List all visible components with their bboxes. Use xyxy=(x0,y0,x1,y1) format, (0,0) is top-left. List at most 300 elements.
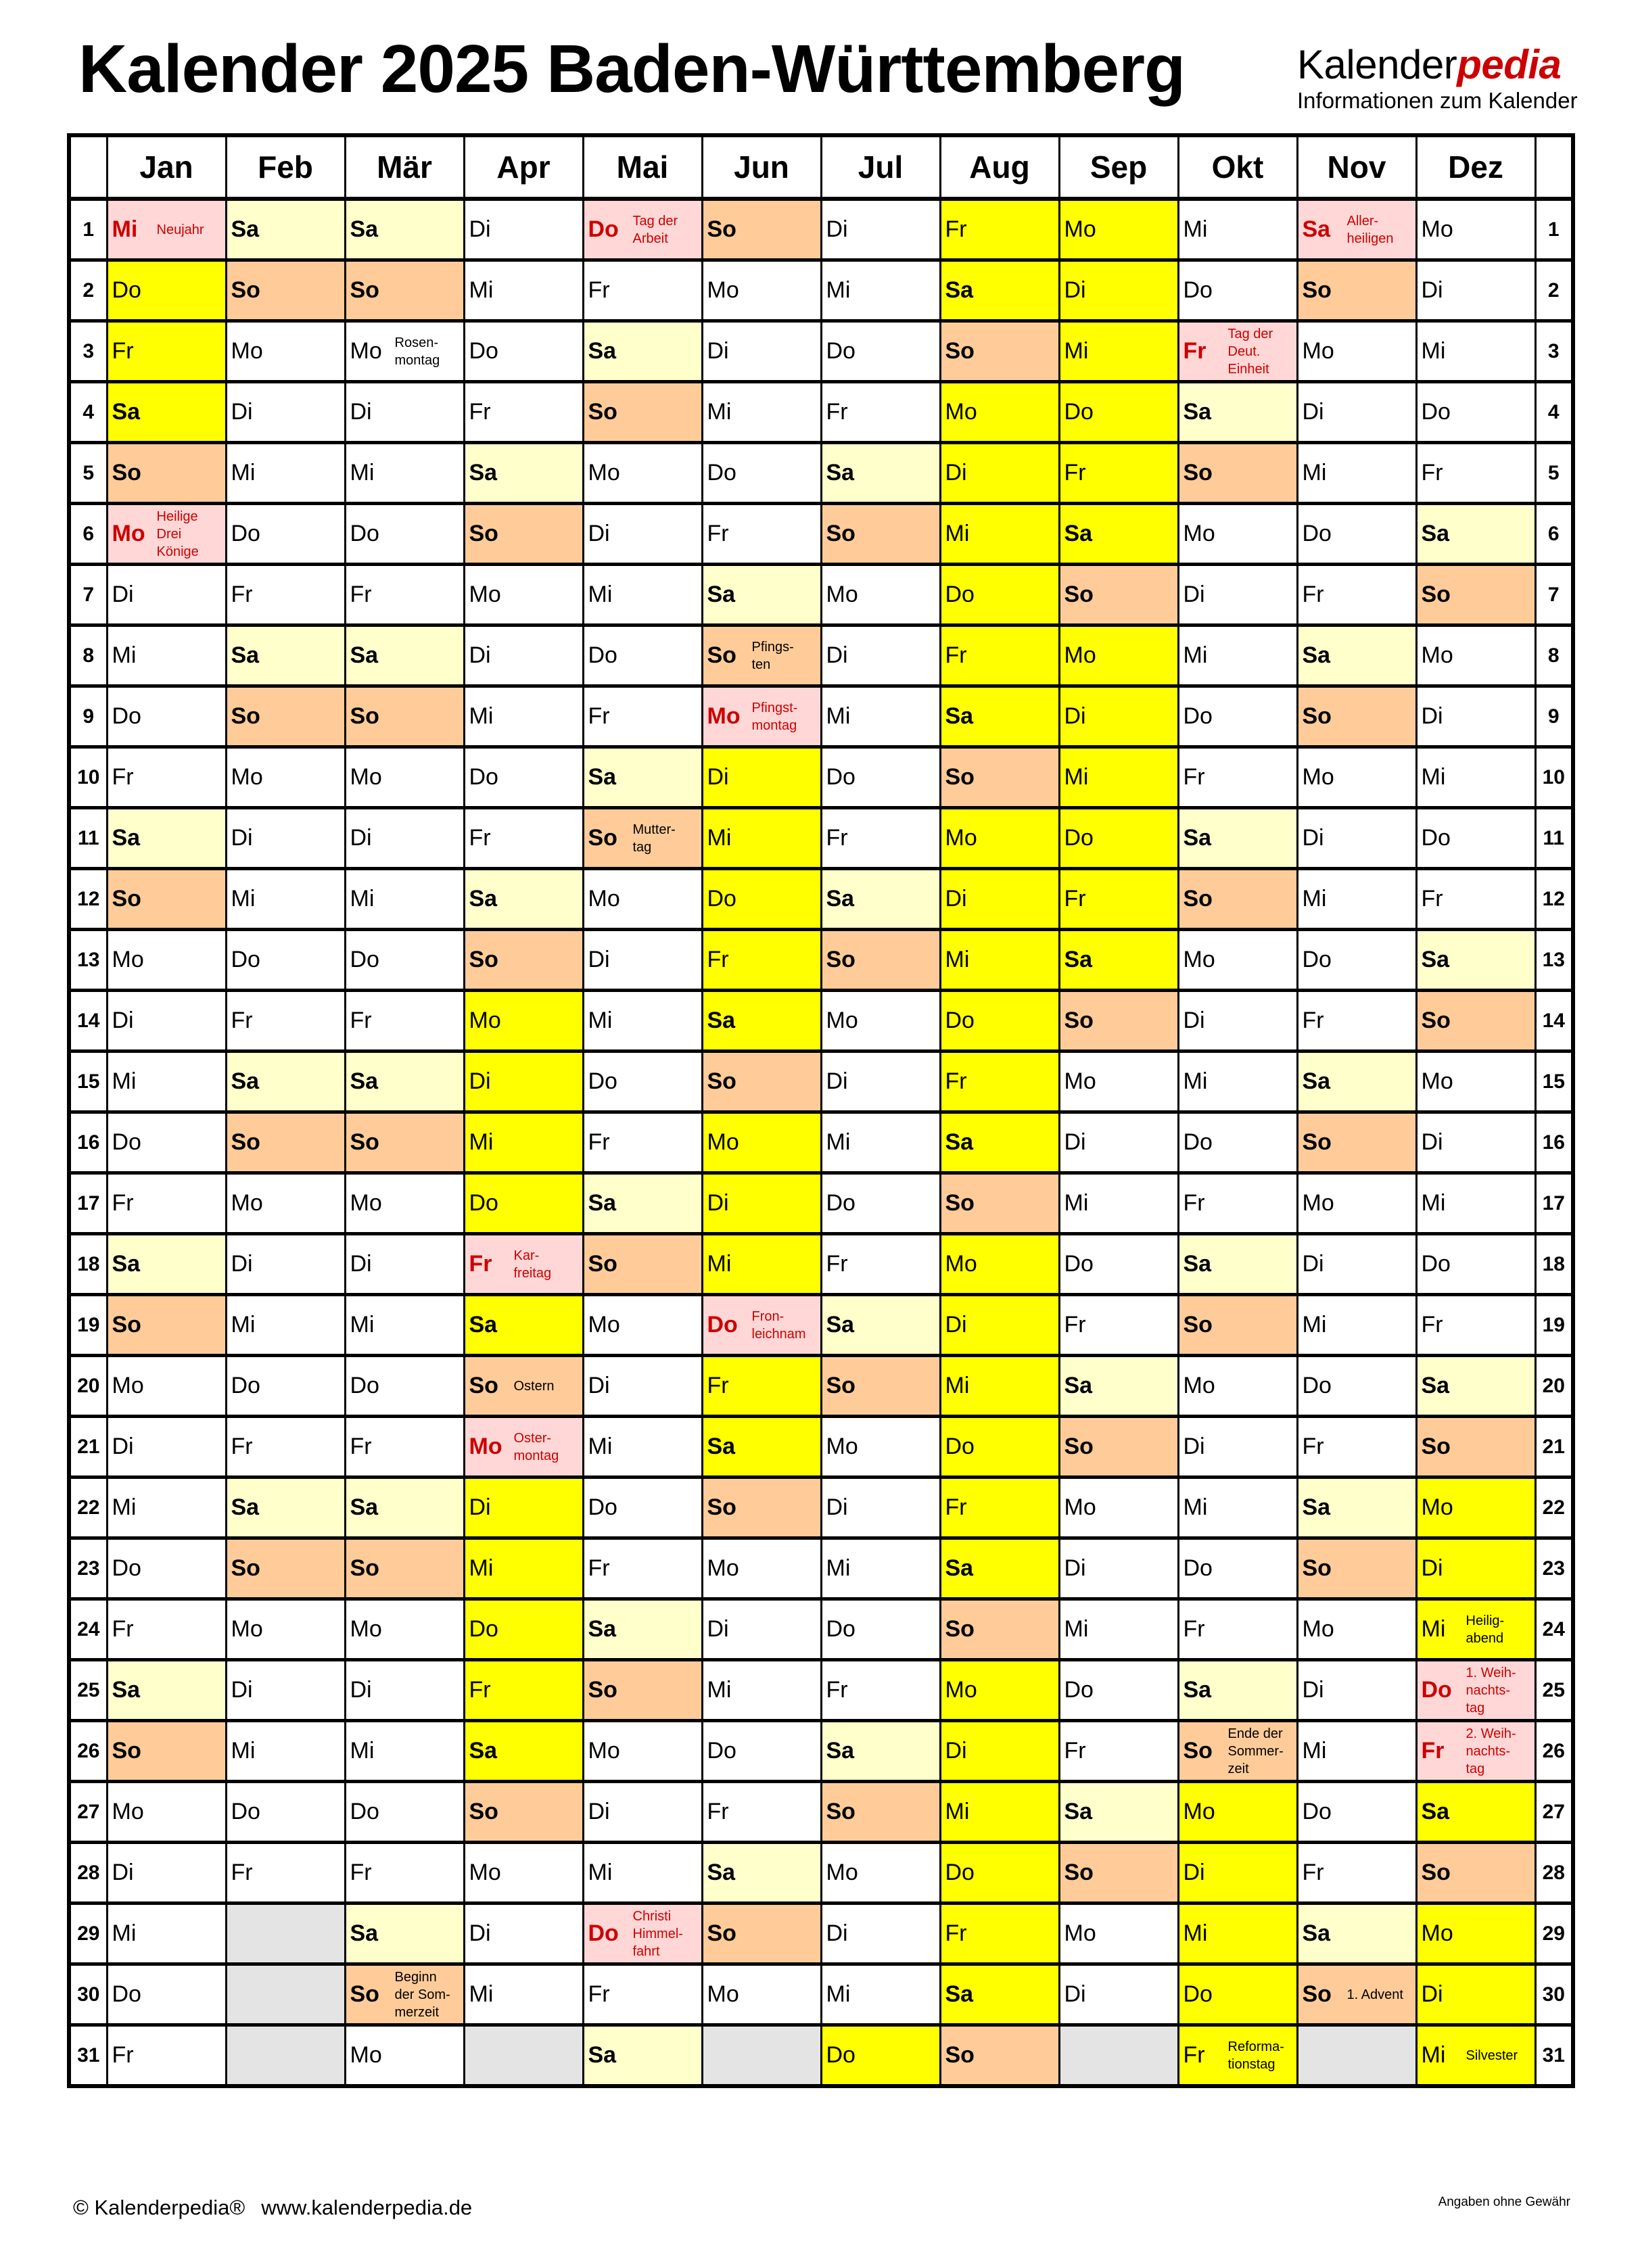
weekday-label: Fr xyxy=(826,1251,848,1277)
date-cell xyxy=(940,1478,1059,1538)
weekday-label: Di xyxy=(469,1920,491,1946)
weekday-label: Do xyxy=(1183,703,1213,729)
date-cell xyxy=(464,869,583,930)
weekday-label: Mo xyxy=(112,521,145,546)
weekday-label: Di xyxy=(1183,1860,1205,1885)
date-cell xyxy=(702,1478,821,1538)
weekday-label: Di xyxy=(1064,1981,1086,2007)
weekday-label: Mo xyxy=(231,764,263,790)
date-cell xyxy=(1416,1234,1535,1295)
day-number-right: 11 xyxy=(1535,808,1573,869)
day-number-left: 23 xyxy=(69,1538,107,1599)
date-cell xyxy=(583,382,702,443)
weekday-label: Mi xyxy=(350,1312,375,1338)
date-cell xyxy=(583,1782,702,1843)
weekday-label: Mo xyxy=(350,1190,382,1216)
weekday-label: Mi xyxy=(1064,1616,1089,1642)
day-row xyxy=(69,1052,1573,1112)
date-cell xyxy=(345,747,464,808)
weekday-label: Fr xyxy=(1302,1860,1324,1885)
date-cell xyxy=(940,443,1059,504)
weekday-label: Mo xyxy=(945,1677,977,1703)
weekday-label: Do xyxy=(1183,1981,1213,2007)
weekday-label: Di xyxy=(1183,1008,1205,1033)
date-cell xyxy=(1416,991,1535,1052)
weekday-label: Di xyxy=(826,1494,848,1520)
date-cell xyxy=(583,1538,702,1599)
date-cell xyxy=(940,504,1059,565)
weekday-label: Do xyxy=(231,1799,260,1824)
date-cell xyxy=(821,504,940,565)
date-cell xyxy=(1178,260,1297,321)
weekday-label: Mi xyxy=(945,1373,970,1398)
weekday-label: Do xyxy=(112,703,141,729)
date-cell xyxy=(1416,1538,1535,1599)
weekday-label: Mi xyxy=(1421,2042,1446,2068)
weekday-label: Mi xyxy=(1302,886,1327,912)
weekday-label: Mo xyxy=(588,886,620,912)
weekday-label: Sa xyxy=(588,2042,617,2068)
weekday-label: Mo xyxy=(469,582,501,607)
date-cell xyxy=(226,1112,345,1173)
date-cell xyxy=(226,991,345,1052)
day-number-right: 3 xyxy=(1535,321,1573,382)
date-cell xyxy=(1297,565,1416,625)
date-cell xyxy=(345,1052,464,1112)
date-cell xyxy=(583,1356,702,1417)
weekday-label: Mo xyxy=(1421,1920,1453,1946)
weekday-label: Mo xyxy=(826,1860,858,1885)
date-cell xyxy=(1059,1843,1178,1904)
weekday-label: Mo xyxy=(231,1616,263,1642)
weekday-label: Sa xyxy=(826,1312,855,1338)
date-cell xyxy=(1059,565,1178,625)
weekday-label: Do xyxy=(945,1860,975,1885)
corner-cell-right xyxy=(1535,135,1573,199)
date-cell xyxy=(940,321,1059,382)
weekday-label: So xyxy=(1421,1434,1451,1459)
weekday-label: So xyxy=(707,1494,736,1520)
weekday-label: Do xyxy=(231,521,260,546)
date-cell xyxy=(1297,443,1416,504)
weekday-label: So xyxy=(1183,886,1213,912)
weekday-label: Mo xyxy=(707,703,741,729)
date-cell xyxy=(345,382,464,443)
weekday-label: Do xyxy=(945,1434,975,1459)
date-cell xyxy=(1178,1417,1297,1478)
date-cell xyxy=(1178,443,1297,504)
day-number-right: 18 xyxy=(1535,1234,1573,1295)
weekday-label: So xyxy=(469,1373,498,1398)
date-cell xyxy=(1059,869,1178,930)
date-cell xyxy=(702,443,821,504)
date-cell xyxy=(1297,1234,1416,1295)
day-row xyxy=(69,443,1573,504)
date-cell xyxy=(345,1356,464,1417)
weekday-label: Mi xyxy=(469,1981,494,2007)
weekday-label: Mi xyxy=(588,1434,613,1459)
weekday-label: Sa xyxy=(1302,216,1331,242)
weekday-label: Di xyxy=(1302,1251,1324,1277)
date-cell xyxy=(940,625,1059,686)
date-cell xyxy=(226,504,345,565)
date-cell xyxy=(821,321,940,382)
weekday-label: Do xyxy=(588,216,619,242)
holiday-name: Aller- heiligen xyxy=(1346,213,1394,246)
date-cell xyxy=(345,991,464,1052)
day-row xyxy=(69,625,1573,686)
date-cell xyxy=(821,382,940,443)
weekday-label: Mo xyxy=(707,1555,739,1581)
weekday-label: Di xyxy=(707,338,729,364)
date-cell xyxy=(1416,869,1535,930)
date-cell xyxy=(1178,1356,1297,1417)
weekday-label: Di xyxy=(350,1251,372,1277)
weekday-label: Mi xyxy=(707,825,732,851)
weekday-label: Do xyxy=(112,277,141,303)
date-cell xyxy=(940,1599,1059,1660)
weekday-label: Do xyxy=(469,1616,498,1642)
weekday-label: Mi xyxy=(1421,764,1446,790)
day-row xyxy=(69,382,1573,443)
date-cell xyxy=(821,1052,940,1112)
date-cell xyxy=(226,1478,345,1538)
day-number-left: 19 xyxy=(69,1295,107,1356)
weekday-label: Do xyxy=(469,338,498,364)
weekday-label: Sa xyxy=(945,1555,974,1581)
weekday-label: Fr xyxy=(350,582,372,607)
weekday-label: Di xyxy=(1183,1434,1205,1459)
date-cell xyxy=(702,1112,821,1173)
day-row xyxy=(69,1660,1573,1721)
date-cell xyxy=(464,625,583,686)
weekday-label: Do xyxy=(945,1008,975,1033)
weekday-label: Sa xyxy=(707,1434,736,1459)
weekday-label: Sa xyxy=(826,886,855,912)
weekday-label: Do xyxy=(1421,825,1451,851)
date-cell xyxy=(1297,1052,1416,1112)
date-cell xyxy=(1178,199,1297,260)
date-cell xyxy=(583,1843,702,1904)
date-cell xyxy=(702,991,821,1052)
date-cell xyxy=(583,1417,702,1478)
day-number-left: 18 xyxy=(69,1234,107,1295)
date-cell xyxy=(107,1173,226,1234)
day-number-left: 25 xyxy=(69,1660,107,1721)
day-number-left: 5 xyxy=(69,443,107,504)
weekday-label: So xyxy=(1302,703,1332,729)
date-cell xyxy=(940,382,1059,443)
weekday-label: Mo xyxy=(469,1434,502,1459)
date-cell xyxy=(1059,1173,1178,1234)
month-header-sep: Sep xyxy=(1059,135,1178,199)
date-cell xyxy=(464,1660,583,1721)
month-header-jan: Jan xyxy=(107,135,226,199)
weekday-label: Di xyxy=(826,1068,848,1094)
day-number-right: 8 xyxy=(1535,625,1573,686)
day-number-right: 28 xyxy=(1535,1843,1573,1904)
weekday-label: Mo xyxy=(1421,642,1453,668)
date-cell xyxy=(583,1964,702,2025)
day-number-right: 7 xyxy=(1535,565,1573,625)
date-cell xyxy=(1297,625,1416,686)
date-cell xyxy=(345,260,464,321)
weekday-label: Sa xyxy=(826,460,855,486)
date-cell xyxy=(107,1417,226,1478)
weekday-label: Di xyxy=(112,1860,134,1885)
holiday-name: Kar- freitag xyxy=(513,1248,552,1281)
weekday-label: Mo xyxy=(350,2042,382,2068)
weekday-label: Mo xyxy=(1064,642,1096,668)
day-row xyxy=(69,1234,1573,1295)
logo-wordmark-plain: Kalender xyxy=(1297,42,1457,87)
weekday-label: Fr xyxy=(1302,582,1324,607)
date-cell xyxy=(1059,686,1178,747)
weekday-label: Do xyxy=(1064,825,1094,851)
date-cell xyxy=(464,1356,583,1417)
weekday-label: Do xyxy=(469,1190,498,1216)
date-cell xyxy=(1416,1904,1535,1964)
month-header-aug: Aug xyxy=(940,135,1059,199)
calendar-table xyxy=(67,133,1575,2088)
date-cell xyxy=(345,199,464,260)
weekday-label: Mo xyxy=(1302,1616,1334,1642)
logo-subtitle: Informationen zum Kalender xyxy=(1297,88,1578,113)
weekday-label: Fr xyxy=(1064,886,1086,912)
day-number-right: 31 xyxy=(1535,2025,1573,2087)
weekday-label: Mo xyxy=(1064,216,1096,242)
empty-date-cell xyxy=(226,1904,345,1964)
date-cell xyxy=(1178,1782,1297,1843)
date-cell xyxy=(583,930,702,991)
date-cell xyxy=(1178,930,1297,991)
weekday-label: So xyxy=(1183,460,1213,486)
date-cell xyxy=(226,869,345,930)
holiday-name: 1. Weih- nachts- tag xyxy=(1466,1665,1516,1716)
date-cell xyxy=(702,1904,821,1964)
weekday-label: So xyxy=(1421,1008,1451,1033)
date-cell xyxy=(940,991,1059,1052)
weekday-label: Sa xyxy=(1302,1920,1331,1946)
weekday-label: Sa xyxy=(588,338,617,364)
weekday-label: Fr xyxy=(1064,1738,1086,1764)
weekday-label: So xyxy=(826,521,856,546)
date-cell xyxy=(702,1660,821,1721)
weekday-label: Do xyxy=(1302,1799,1332,1824)
weekday-label: Di xyxy=(1421,277,1443,303)
date-cell xyxy=(940,2025,1059,2087)
weekday-label: Mi xyxy=(1183,642,1208,668)
day-number-left: 28 xyxy=(69,1843,107,1904)
day-row xyxy=(69,2025,1573,2087)
date-cell xyxy=(821,1478,940,1538)
weekday-label: Fr xyxy=(588,277,610,303)
month-header-jul: Jul xyxy=(821,135,940,199)
date-cell xyxy=(940,1782,1059,1843)
date-cell xyxy=(464,565,583,625)
weekday-label: Sa xyxy=(1064,1799,1093,1824)
date-cell xyxy=(583,565,702,625)
day-row xyxy=(69,1173,1573,1234)
holiday-name: Heilige Drei Könige xyxy=(156,509,199,559)
weekday-label: So xyxy=(112,460,141,486)
date-cell xyxy=(940,1234,1059,1295)
month-header-jun: Jun xyxy=(702,135,821,199)
weekday-label: So xyxy=(469,947,498,972)
weekday-label: Sa xyxy=(1421,1373,1450,1398)
day-number-right: 19 xyxy=(1535,1295,1573,1356)
day-number-right: 10 xyxy=(1535,747,1573,808)
weekday-label: Mi xyxy=(1064,1190,1089,1216)
weekday-label: Mi xyxy=(231,886,256,912)
empty-date-cell xyxy=(226,1964,345,2025)
day-row xyxy=(69,991,1573,1052)
date-cell xyxy=(226,1782,345,1843)
date-cell xyxy=(1297,686,1416,747)
date-cell xyxy=(1178,1904,1297,1964)
weekday-label: Fr xyxy=(1064,460,1086,486)
day-row xyxy=(69,1904,1573,1964)
month-header-feb: Feb xyxy=(226,135,345,199)
event-note: Silvester xyxy=(1466,2048,1518,2063)
date-cell xyxy=(702,686,821,747)
date-cell xyxy=(583,1599,702,1660)
weekday-label: Di xyxy=(231,1677,253,1703)
date-cell xyxy=(821,565,940,625)
date-cell xyxy=(226,1843,345,1904)
date-cell xyxy=(226,1417,345,1478)
date-cell xyxy=(1178,808,1297,869)
date-cell xyxy=(940,565,1059,625)
weekday-label: Mo xyxy=(945,825,977,851)
weekday-label: Sa xyxy=(1302,1068,1331,1094)
date-cell xyxy=(1059,1782,1178,1843)
event-note: Ende der Sommer- zeit xyxy=(1227,1726,1284,1776)
weekday-label: Sa xyxy=(1183,399,1212,425)
date-cell xyxy=(1059,1112,1178,1173)
day-number-left: 8 xyxy=(69,625,107,686)
day-number-right: 16 xyxy=(1535,1112,1573,1173)
day-number-left: 11 xyxy=(69,808,107,869)
weekday-label: Do xyxy=(1302,521,1332,546)
website-link[interactable]: www.kalenderpedia.de xyxy=(261,2196,473,2219)
weekday-label: Fr xyxy=(1421,460,1443,486)
month-header-okt: Okt xyxy=(1178,135,1297,199)
date-cell xyxy=(583,1721,702,1782)
date-cell xyxy=(345,869,464,930)
weekday-label: Mo xyxy=(588,1738,620,1764)
date-cell xyxy=(583,1173,702,1234)
day-number-right: 20 xyxy=(1535,1356,1573,1417)
date-cell xyxy=(107,1660,226,1721)
weekday-label: Fr xyxy=(231,1008,253,1033)
weekday-label: Do xyxy=(1421,1677,1452,1703)
date-cell xyxy=(464,1478,583,1538)
weekday-label: Do xyxy=(231,947,260,972)
date-cell xyxy=(940,1295,1059,1356)
weekday-label: Do xyxy=(1064,1677,1094,1703)
date-cell xyxy=(702,382,821,443)
weekday-label: Fr xyxy=(588,1981,610,2007)
weekday-label: Do xyxy=(588,1920,619,1946)
month-header-mär: Mär xyxy=(345,135,464,199)
date-cell xyxy=(1297,808,1416,869)
date-cell xyxy=(1178,1052,1297,1112)
date-cell xyxy=(1297,1417,1416,1478)
weekday-label: Fr xyxy=(707,1799,729,1824)
empty-date-cell xyxy=(702,2025,821,2087)
weekday-label: Sa xyxy=(1421,947,1450,972)
date-cell xyxy=(583,1295,702,1356)
day-row xyxy=(69,1356,1573,1417)
date-cell xyxy=(821,1843,940,1904)
date-cell xyxy=(1059,1904,1178,1964)
date-cell xyxy=(464,1599,583,1660)
date-cell xyxy=(583,2025,702,2087)
day-row xyxy=(69,747,1573,808)
weekday-label: So xyxy=(588,399,617,425)
date-cell xyxy=(1297,504,1416,565)
weekday-label: Mo xyxy=(231,338,263,364)
date-cell xyxy=(1059,1478,1178,1538)
date-cell xyxy=(940,1052,1059,1112)
date-cell xyxy=(1178,1843,1297,1904)
day-number-left: 21 xyxy=(69,1417,107,1478)
date-cell xyxy=(345,625,464,686)
date-cell xyxy=(107,1904,226,1964)
date-cell xyxy=(464,1721,583,1782)
weekday-label: Mi xyxy=(231,460,256,486)
weekday-label: So xyxy=(588,1251,617,1277)
holiday-name: Fron- leichnam xyxy=(751,1308,806,1342)
date-cell xyxy=(226,1721,345,1782)
date-cell xyxy=(464,260,583,321)
weekday-label: Mi xyxy=(945,1799,970,1824)
date-cell xyxy=(464,382,583,443)
date-cell xyxy=(821,869,940,930)
day-number-left: 20 xyxy=(69,1356,107,1417)
weekday-label: Sa xyxy=(1302,642,1331,668)
event-note: 1. Advent xyxy=(1346,1987,1403,2002)
date-cell xyxy=(1059,504,1178,565)
weekday-label: Fr xyxy=(112,1190,134,1216)
weekday-label: Fr xyxy=(945,642,967,668)
date-cell xyxy=(107,1599,226,1660)
date-cell xyxy=(464,808,583,869)
weekday-label: Sa xyxy=(112,1677,141,1703)
weekday-label: Di xyxy=(350,825,372,851)
date-cell xyxy=(226,747,345,808)
weekday-label: Sa xyxy=(945,703,974,729)
day-row xyxy=(69,260,1573,321)
date-cell xyxy=(226,1234,345,1295)
weekday-label: Mi xyxy=(945,947,970,972)
date-cell xyxy=(940,1417,1059,1478)
date-cell xyxy=(940,1538,1059,1599)
weekday-label: Mi xyxy=(1064,764,1089,790)
date-cell xyxy=(940,1173,1059,1234)
date-cell xyxy=(107,625,226,686)
month-header-apr: Apr xyxy=(464,135,583,199)
date-cell xyxy=(107,1356,226,1417)
date-cell xyxy=(821,1112,940,1173)
weekday-label: Mi xyxy=(350,460,375,486)
date-cell xyxy=(583,199,702,260)
date-cell xyxy=(345,1843,464,1904)
page-title: Kalender 2025 Baden-Württemberg xyxy=(78,31,1186,107)
weekday-label: Mi xyxy=(469,703,494,729)
weekday-label: Fr xyxy=(945,1068,967,1094)
